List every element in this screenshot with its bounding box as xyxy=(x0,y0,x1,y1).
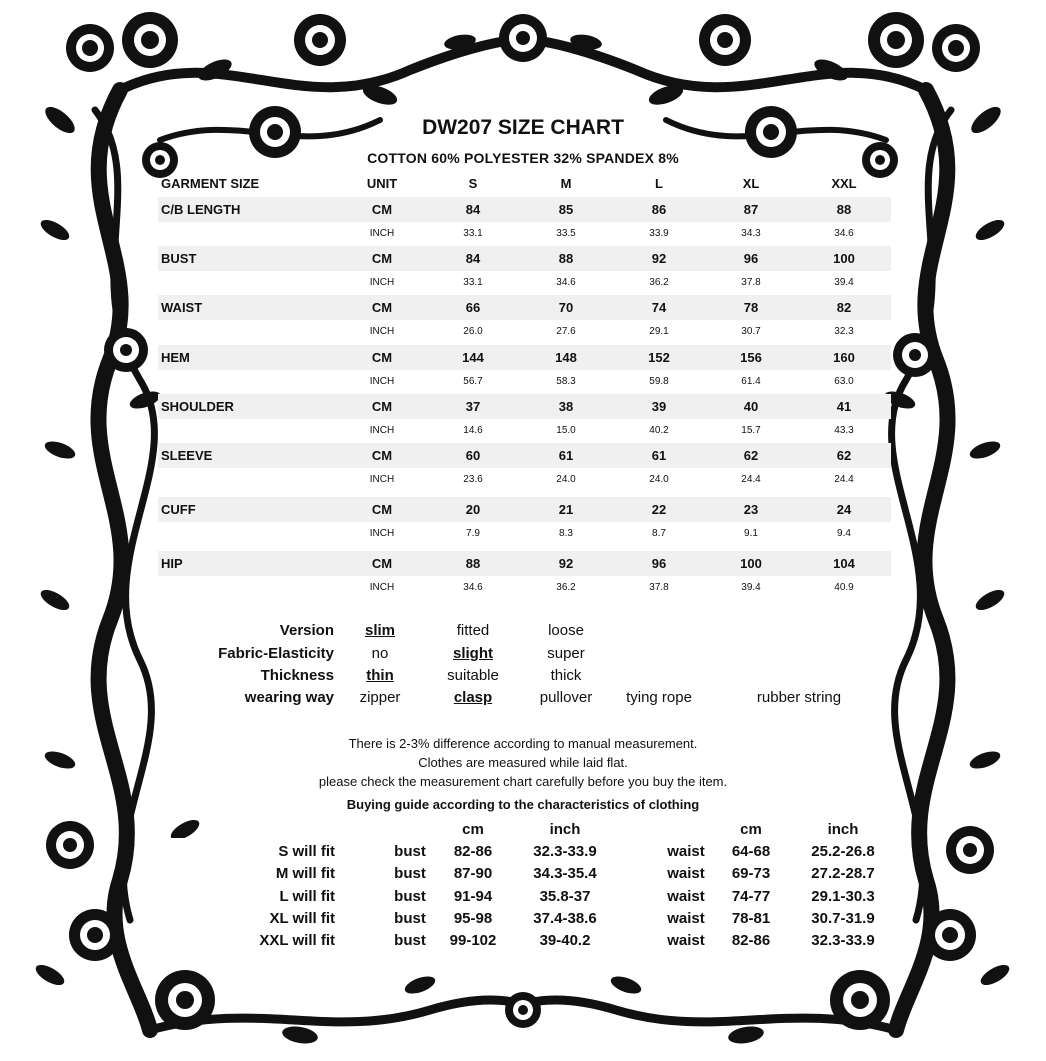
unit-inch: INCH xyxy=(369,528,395,539)
row-label: C/B LENGTH xyxy=(161,202,241,217)
value-inch: 29.1 xyxy=(649,326,669,337)
note-laid-flat: Clothes are measured while laid flat. xyxy=(418,755,628,770)
unit-inch: INCH xyxy=(369,474,395,485)
note-check-chart: please check the measurement chart carefully before you buy the item. xyxy=(318,774,728,789)
value-inch: 33.9 xyxy=(649,228,669,239)
value-cm: 100 xyxy=(833,251,855,266)
value-inch: 24.0 xyxy=(556,474,576,485)
attribute-option: tying rope xyxy=(626,689,692,706)
value-inch: 26.0 xyxy=(463,326,483,337)
value-inch: 15.0 xyxy=(556,425,576,436)
attribute-label: Fabric-Elasticity xyxy=(218,645,334,662)
value-inch: 37.8 xyxy=(741,277,761,288)
unit-cm: CM xyxy=(371,350,393,365)
attribute-label: Thickness xyxy=(260,667,334,684)
unit-cm: CM xyxy=(371,556,393,571)
value-inch: 34.6 xyxy=(834,228,854,239)
value-inch: 32.3 xyxy=(834,326,854,337)
attribute-option-selected: thin xyxy=(366,667,394,684)
value-cm: 88 xyxy=(558,251,574,266)
row-label: CUFF xyxy=(161,502,196,517)
value-inch: 39.4 xyxy=(834,277,854,288)
guide-measure-waist: waist xyxy=(667,865,705,882)
header-size-xxl: XXL xyxy=(831,176,857,191)
value-inch: 58.3 xyxy=(556,376,576,387)
unit-inch: INCH xyxy=(369,228,395,239)
header-size-m: M xyxy=(560,176,572,191)
value-inch: 36.2 xyxy=(649,277,669,288)
value-inch: 14.6 xyxy=(463,425,483,436)
value-inch: 34.6 xyxy=(463,582,483,593)
guide-waist-inch: 32.3-33.9 xyxy=(811,932,875,949)
value-cm: 96 xyxy=(651,556,667,571)
row-label: HIP xyxy=(161,556,183,571)
value-cm: 39 xyxy=(651,399,667,414)
value-inch: 33.1 xyxy=(463,277,483,288)
guide-col-inch-2: inch xyxy=(827,821,859,838)
header-size-s: S xyxy=(468,176,478,191)
value-cm: 78 xyxy=(743,300,759,315)
value-inch: 40.2 xyxy=(649,425,669,436)
value-inch: 61.4 xyxy=(741,376,761,387)
value-inch: 23.6 xyxy=(463,474,483,485)
guide-size: S will fit xyxy=(278,843,335,860)
row-label: BUST xyxy=(161,251,197,266)
value-inch: 8.3 xyxy=(559,528,573,539)
guide-waist-cm: 74-77 xyxy=(731,888,771,905)
value-cm: 86 xyxy=(651,202,667,217)
guide-bust-cm: 91-94 xyxy=(453,888,493,905)
unit-cm: CM xyxy=(371,399,393,414)
value-cm: 84 xyxy=(465,202,481,217)
value-cm: 100 xyxy=(740,556,762,571)
unit-cm: CM xyxy=(371,502,393,517)
value-inch: 7.9 xyxy=(466,528,480,539)
value-cm: 61 xyxy=(651,448,667,463)
value-cm: 88 xyxy=(465,556,481,571)
attribute-label: Version xyxy=(279,622,334,639)
value-inch: 56.7 xyxy=(463,376,483,387)
attribute-option: rubber string xyxy=(756,689,842,706)
unit-inch: INCH xyxy=(369,326,395,337)
value-cm: 160 xyxy=(833,350,855,365)
value-inch: 59.8 xyxy=(649,376,669,387)
attribute-option-selected: slight xyxy=(453,645,493,662)
unit-inch: INCH xyxy=(369,425,395,436)
guide-col-cm-2: cm xyxy=(740,821,762,838)
guide-waist-inch: 25.2-26.8 xyxy=(811,843,875,860)
value-inch: 9.4 xyxy=(837,528,851,539)
value-cm: 41 xyxy=(836,399,852,414)
value-cm: 148 xyxy=(555,350,577,365)
value-inch: 39.4 xyxy=(741,582,761,593)
guide-measure-bust: bust xyxy=(394,910,426,927)
value-inch: 36.2 xyxy=(556,582,576,593)
value-inch: 34.3 xyxy=(741,228,761,239)
value-cm: 74 xyxy=(651,300,667,315)
guide-size: XL will fit xyxy=(269,910,335,927)
value-cm: 38 xyxy=(558,399,574,414)
row-label: SLEEVE xyxy=(161,448,213,463)
guide-size: XXL will fit xyxy=(259,932,335,949)
value-cm: 85 xyxy=(558,202,574,217)
unit-cm: CM xyxy=(371,202,393,217)
guide-col-inch: inch xyxy=(549,821,581,838)
unit-cm: CM xyxy=(371,448,393,463)
value-inch: 33.1 xyxy=(463,228,483,239)
guide-bust-inch: 32.3-33.9 xyxy=(533,843,597,860)
value-cm: 22 xyxy=(651,502,667,517)
row-label: HEM xyxy=(161,350,190,365)
value-inch: 33.5 xyxy=(556,228,576,239)
value-cm: 24 xyxy=(836,502,852,517)
guide-measure-waist: waist xyxy=(667,843,705,860)
value-inch: 8.7 xyxy=(652,528,666,539)
value-cm: 144 xyxy=(462,350,484,365)
guide-size: M will fit xyxy=(275,865,335,882)
guide-measure-waist: waist xyxy=(667,932,705,949)
value-cm: 62 xyxy=(743,448,759,463)
value-cm: 62 xyxy=(836,448,852,463)
guide-bust-cm: 99-102 xyxy=(449,932,497,949)
value-inch: 24.4 xyxy=(741,474,761,485)
value-inch: 43.3 xyxy=(834,425,854,436)
value-cm: 61 xyxy=(558,448,574,463)
value-inch: 63.0 xyxy=(834,376,854,387)
value-cm: 92 xyxy=(558,556,574,571)
attribute-option: zipper xyxy=(359,689,401,706)
guide-bust-inch: 35.8-37 xyxy=(539,888,591,905)
value-cm: 40 xyxy=(743,399,759,414)
value-inch: 24.0 xyxy=(649,474,669,485)
guide-measure-waist: waist xyxy=(667,888,705,905)
row-label: SHOULDER xyxy=(161,399,234,414)
guide-measure-bust: bust xyxy=(394,932,426,949)
fabric-composition: COTTON 60% POLYESTER 32% SPANDEX 8% xyxy=(367,150,679,166)
attribute-option-selected: clasp xyxy=(453,689,493,706)
buying-guide-heading: Buying guide according to the characteristics of clothing xyxy=(346,797,700,812)
value-cm: 87 xyxy=(743,202,759,217)
guide-waist-cm: 64-68 xyxy=(731,843,771,860)
guide-waist-cm: 82-86 xyxy=(731,932,771,949)
value-inch: 15.7 xyxy=(741,425,761,436)
value-cm: 60 xyxy=(465,448,481,463)
guide-measure-bust: bust xyxy=(394,888,426,905)
value-cm: 156 xyxy=(740,350,762,365)
value-cm: 152 xyxy=(648,350,670,365)
guide-bust-inch: 34.3-35.4 xyxy=(533,865,597,882)
note-manual-measurement: There is 2-3% difference according to manual measurement. xyxy=(348,736,698,751)
value-cm: 70 xyxy=(558,300,574,315)
value-inch: 34.6 xyxy=(556,277,576,288)
attribute-option: thick xyxy=(550,667,582,684)
unit-cm: CM xyxy=(371,251,393,266)
guide-measure-bust: bust xyxy=(394,865,426,882)
attribute-option: suitable xyxy=(447,667,499,684)
guide-bust-cm: 82-86 xyxy=(453,843,493,860)
guide-waist-inch: 29.1-30.3 xyxy=(811,888,875,905)
guide-bust-inch: 39-40.2 xyxy=(539,932,591,949)
value-inch: 30.7 xyxy=(741,326,761,337)
guide-waist-inch: 30.7-31.9 xyxy=(811,910,875,927)
value-cm: 66 xyxy=(465,300,481,315)
header-size-xl: XL xyxy=(742,176,760,191)
guide-bust-inch: 37.4-38.6 xyxy=(533,910,597,927)
value-inch: 24.4 xyxy=(834,474,854,485)
guide-waist-cm: 69-73 xyxy=(731,865,771,882)
value-cm: 96 xyxy=(743,251,759,266)
value-cm: 84 xyxy=(465,251,481,266)
attribute-option: fitted xyxy=(456,622,490,639)
attribute-option: no xyxy=(371,645,389,662)
guide-waist-cm: 78-81 xyxy=(731,910,771,927)
value-cm: 92 xyxy=(651,251,667,266)
value-inch: 40.9 xyxy=(834,582,854,593)
value-cm: 37 xyxy=(465,399,481,414)
value-cm: 88 xyxy=(836,202,852,217)
value-inch: 37.8 xyxy=(649,582,669,593)
header-garment-size: GARMENT SIZE xyxy=(161,176,260,191)
value-cm: 21 xyxy=(558,502,574,517)
guide-size: L will fit xyxy=(279,888,335,905)
chart-title: DW207 SIZE CHART xyxy=(422,116,624,139)
attribute-option-selected: slim xyxy=(364,622,396,639)
unit-inch: INCH xyxy=(369,277,395,288)
guide-col-cm: cm xyxy=(462,821,484,838)
attribute-label: wearing way xyxy=(244,689,334,706)
guide-measure-bust: bust xyxy=(394,843,426,860)
attribute-option: pullover xyxy=(539,689,593,706)
unit-inch: INCH xyxy=(369,582,395,593)
guide-bust-cm: 87-90 xyxy=(453,865,493,882)
attribute-option: loose xyxy=(548,622,584,639)
value-inch: 27.6 xyxy=(556,326,576,337)
header-unit: UNIT xyxy=(366,176,398,191)
unit-inch: INCH xyxy=(369,376,395,387)
value-cm: 23 xyxy=(743,502,759,517)
attribute-option: super xyxy=(547,645,585,662)
guide-waist-inch: 27.2-28.7 xyxy=(811,865,875,882)
row-label: WAIST xyxy=(161,300,203,315)
header-size-l: L xyxy=(655,176,663,191)
value-inch: 9.1 xyxy=(744,528,758,539)
guide-measure-waist: waist xyxy=(667,910,705,927)
value-cm: 82 xyxy=(836,300,852,315)
value-cm: 20 xyxy=(465,502,481,517)
guide-bust-cm: 95-98 xyxy=(453,910,493,927)
unit-cm: CM xyxy=(371,300,393,315)
value-cm: 104 xyxy=(833,556,855,571)
